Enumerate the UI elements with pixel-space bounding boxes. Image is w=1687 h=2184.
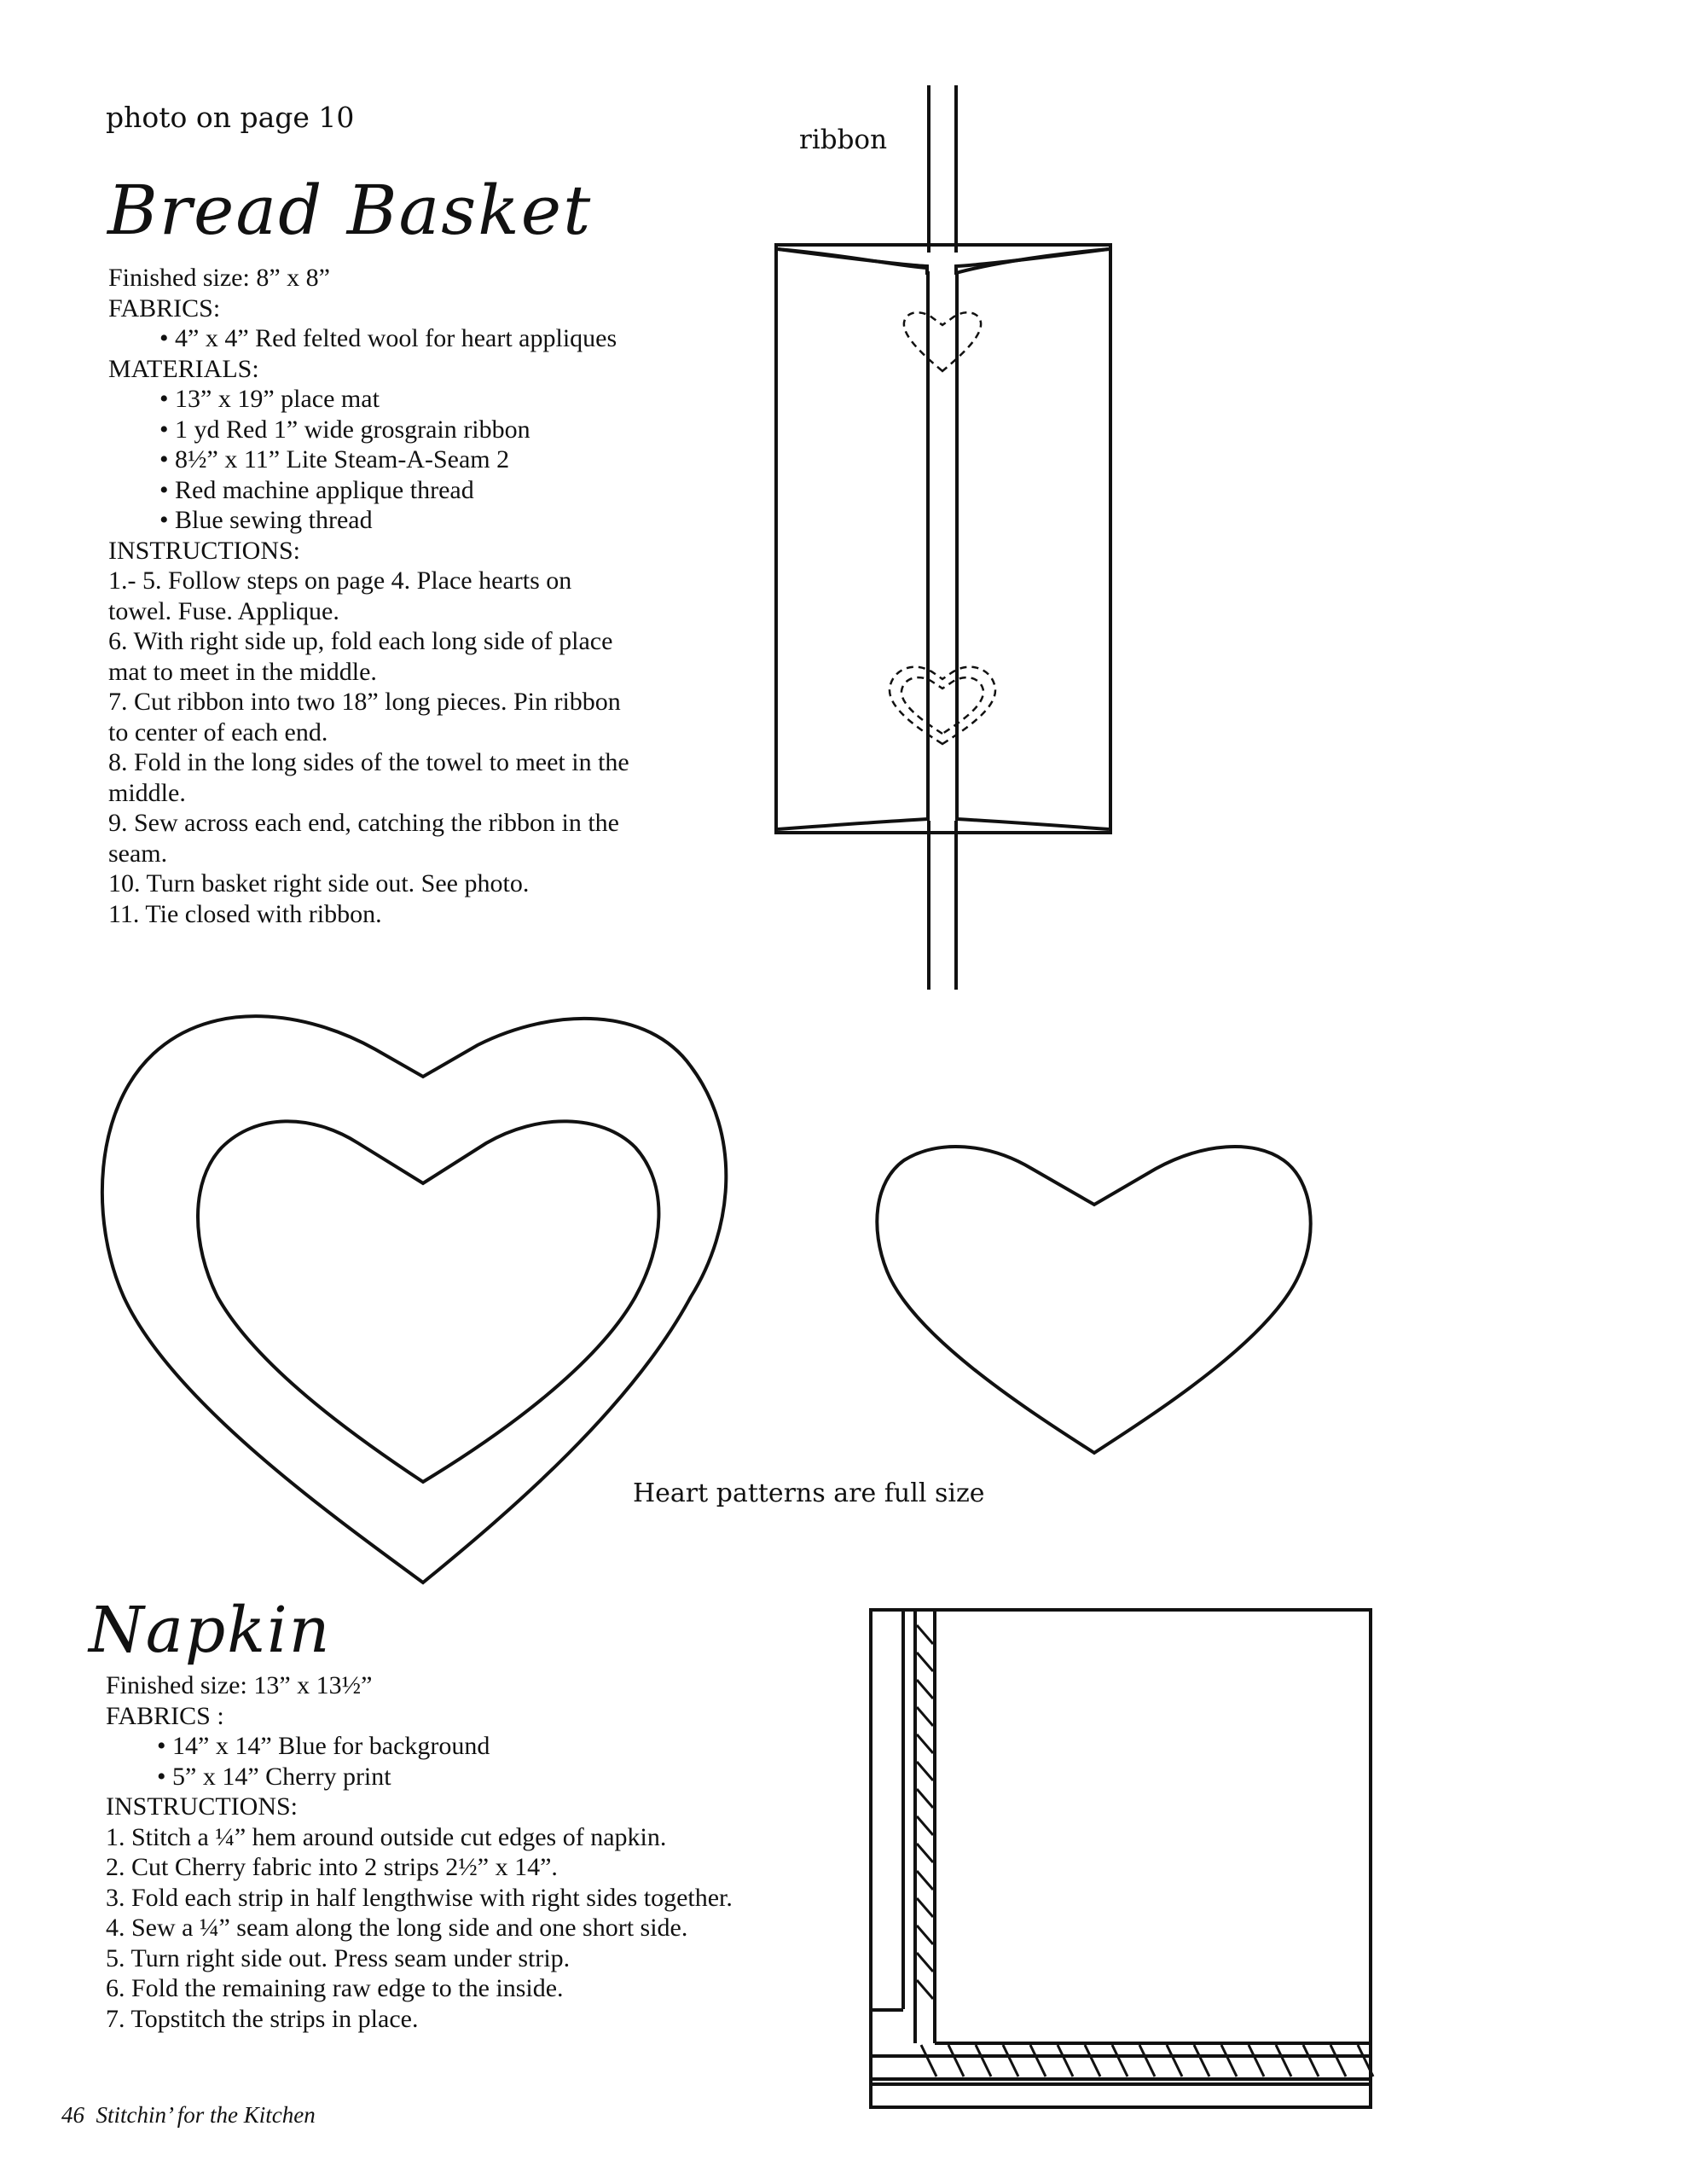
text-line: 7. Cut ribbon into two 18” long pieces. Pin ribbon bbox=[108, 688, 621, 716]
left-fold bbox=[778, 249, 928, 829]
text-line: FABRICS: bbox=[108, 293, 221, 322]
text-line: 1. Stitch a ¼” hem around outside cut edges of napkin. bbox=[106, 1822, 667, 1851]
hatch-mark bbox=[1085, 2045, 1100, 2077]
text-line: 4. Sew a ¼” seam along the long side and one short side. bbox=[106, 1914, 688, 1942]
list-item: • 14” x 14” Blue for background bbox=[157, 1732, 490, 1760]
hatch-mark bbox=[1030, 2045, 1046, 2077]
hatch-mark bbox=[917, 1980, 933, 1999]
hatch-mark bbox=[1221, 2045, 1237, 2077]
text-line: INSTRUCTIONS: bbox=[106, 1792, 299, 1821]
hatch-mark bbox=[917, 1625, 933, 1644]
hatch-mark bbox=[1003, 2045, 1018, 2077]
list-item: • Blue sewing thread bbox=[159, 506, 373, 534]
bread-basket-title: Bread Basket bbox=[107, 171, 593, 250]
hatch-mark bbox=[917, 1762, 933, 1780]
list-item: • 8½” x 11” Lite Steam-A-Seam 2 bbox=[159, 445, 510, 473]
text-line: 8. Fold in the long sides of the towel to meet in the bbox=[108, 748, 629, 776]
text-line: 6. With right side up, fold each long side of place bbox=[108, 627, 613, 655]
small-heart bbox=[877, 1147, 1310, 1453]
heart-stitching-top bbox=[904, 312, 981, 371]
small-heart-pattern bbox=[877, 1147, 1310, 1453]
hatch-mark bbox=[917, 1816, 933, 1835]
hatch-mark bbox=[976, 2045, 991, 2077]
text-line: Finished size: 8” x 8” bbox=[108, 264, 330, 292]
text-line: 3. Fold each strip in half lengthwise with right sides together. bbox=[106, 1883, 733, 1912]
hatch-mark bbox=[1276, 2045, 1291, 2077]
text-line: 2. Cut Cherry fabric into 2 strips 2½” x 14”. bbox=[106, 1853, 558, 1881]
text-line: 10. Turn basket right side out. See photo. bbox=[108, 869, 530, 897]
list-item: • 1 yd Red 1” wide grosgrain ribbon bbox=[159, 415, 530, 444]
hatch-mark bbox=[948, 2045, 964, 2077]
text-line: FABRICS : bbox=[106, 1701, 224, 1730]
text-line: 5. Turn right side out. Press seam under strip. bbox=[106, 1943, 571, 1972]
text-line: seam. bbox=[108, 839, 168, 868]
hatch-mark bbox=[921, 2045, 936, 2077]
hatch-mark bbox=[1303, 2045, 1319, 2077]
text-line: INSTRUCTIONS: bbox=[108, 536, 301, 565]
hatch-mark bbox=[917, 1926, 933, 1944]
heart-caption: Heart patterns are full size bbox=[633, 1478, 985, 1508]
napkin-outline bbox=[871, 1610, 1371, 2107]
large-heart-inner bbox=[198, 1121, 658, 1482]
hatch-mark bbox=[1330, 2045, 1346, 2077]
text-line: 6. Fold the remaining raw edge to the inside. bbox=[106, 1974, 564, 2002]
hatch-mark bbox=[917, 1953, 933, 1972]
text-line: 9. Sew across each end, catching the ribbon in the bbox=[108, 809, 619, 837]
heart-stitching-bottom-outer bbox=[890, 667, 995, 744]
hatch-mark bbox=[917, 1871, 933, 1890]
list-item: • Red machine applique thread bbox=[159, 475, 474, 504]
photo-reference: photo on page 10 bbox=[106, 101, 355, 134]
hatch-mark bbox=[1249, 2045, 1264, 2077]
text-line: 11. Tie closed with ribbon. bbox=[108, 899, 382, 928]
napkin-title: Napkin bbox=[89, 1594, 332, 1667]
text-line: to center of each end. bbox=[108, 717, 328, 746]
ribbon-label: ribbon bbox=[799, 125, 888, 155]
napkin-diagram bbox=[871, 1610, 1373, 2107]
hatch-mark bbox=[1058, 2045, 1073, 2077]
horizontal-strip-hatching bbox=[921, 2045, 1373, 2077]
hatch-mark bbox=[917, 1707, 933, 1726]
hatch-mark bbox=[917, 1653, 933, 1671]
text-line: 1.- 5. Follow steps on page 4. Place hearts on bbox=[108, 566, 572, 595]
text-line: towel. Fuse. Applique. bbox=[108, 596, 339, 625]
list-item: • 13” x 19” place mat bbox=[159, 385, 380, 413]
large-heart-pattern bbox=[102, 1016, 726, 1583]
hatch-mark bbox=[1194, 2045, 1209, 2077]
right-fold bbox=[956, 249, 1109, 829]
basket-diagram bbox=[776, 85, 1110, 990]
text-line: MATERIALS: bbox=[108, 354, 259, 383]
hatch-mark bbox=[1112, 2045, 1128, 2077]
list-item: • 4” x 4” Red felted wool for heart appliques bbox=[159, 324, 617, 352]
page-number: 46 bbox=[61, 2102, 84, 2128]
hatch-mark bbox=[917, 1734, 933, 1753]
text-line: middle. bbox=[108, 778, 186, 807]
basket-fold-shape bbox=[778, 249, 1109, 273]
hatch-mark bbox=[917, 1898, 933, 1917]
hatch-mark bbox=[917, 1789, 933, 1808]
book-title: Stitchin’ for the Kitchen bbox=[96, 2102, 316, 2128]
text-line: mat to meet in the middle. bbox=[108, 657, 377, 686]
text-line: 7. Topstitch the strips in place. bbox=[106, 2004, 419, 2033]
hatch-mark bbox=[917, 1680, 933, 1699]
list-item: • 5” x 14” Cherry print bbox=[157, 1762, 391, 1791]
hatch-mark bbox=[1167, 2045, 1182, 2077]
vertical-strip-hatching bbox=[917, 1625, 933, 1999]
hatch-mark bbox=[1139, 2045, 1155, 2077]
heart-stitching-bottom-inner bbox=[901, 677, 983, 734]
text-line: Finished size: 13” x 13½” bbox=[106, 1671, 373, 1699]
hatch-mark bbox=[917, 1844, 933, 1862]
